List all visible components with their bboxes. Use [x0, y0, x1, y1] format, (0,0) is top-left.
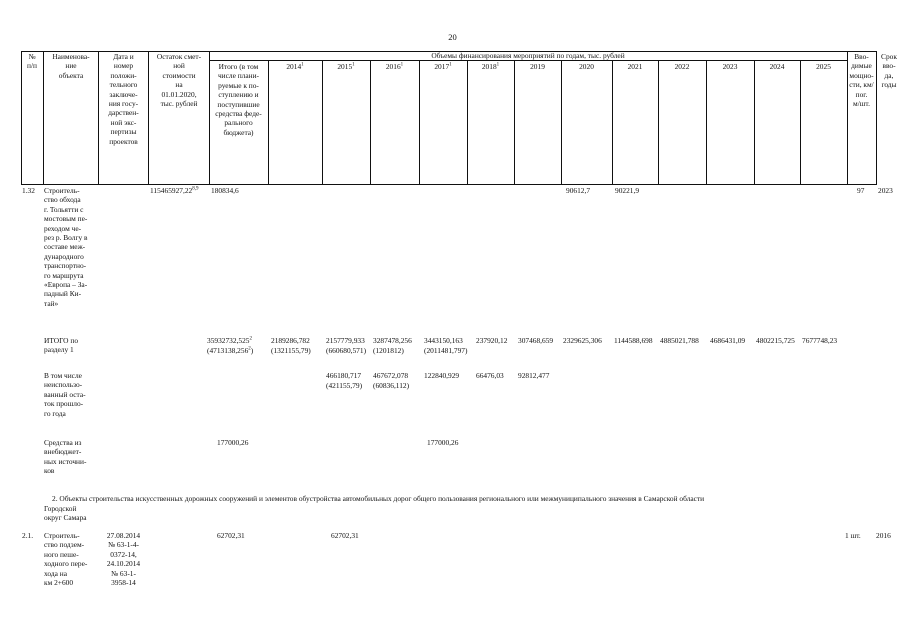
row-132-2020: 90612,7 — [566, 186, 591, 195]
page-number: 20 — [448, 32, 457, 42]
including-2017: 467672,078 — [373, 371, 409, 380]
header-year-2019: 2019 — [530, 62, 545, 71]
including-2019: 66476,03 — [476, 371, 504, 380]
header-year-2023: 2023 — [722, 62, 738, 71]
itogo-2025: 7677748,23 — [802, 336, 838, 345]
row-21-total: 62702,31 — [217, 531, 245, 540]
itogo-2021: 1144588,698 — [614, 336, 653, 345]
header-term: Срок вво- да, годы — [881, 52, 897, 90]
including-2016-federal: (421155,79) — [326, 381, 363, 390]
header-total: Итого (в том числе плани- руемые к по- ступлению и поступившие средства феде- рального бюджета) — [215, 62, 262, 137]
row-132-capacity: 97 — [857, 186, 865, 195]
itogo-2017: 3443150,163 — [424, 336, 463, 345]
itogo-2014-federal: (1321155,79) — [271, 346, 311, 355]
row-132-balance: 115465927,22$^{8,9}$ — [150, 186, 199, 195]
header-year-2015: 2015$^1$ — [337, 62, 355, 71]
header-year-2024: 2024 — [769, 62, 785, 71]
header-year-2022: 2022 — [674, 62, 690, 71]
row-21-expertise: 27.08.2014 № 63-1-4- 0372-14, 24.10.2014 № 63-1- 3958-14 — [106, 531, 141, 588]
header-year-2018: 2018$^1$ — [481, 62, 500, 71]
header-year-2017: 2017$^1$ — [434, 62, 452, 71]
header-year-2021: 2021 — [627, 62, 643, 71]
row-21-number: 2.1. — [22, 531, 34, 540]
row-132-name: Строитель- ство обхода г. Тольятти с мостовым пе- реходом че- рез р. Волгу в составе меж- дународного транспортно- го маршрута «Европа – За- падный Ки- тай» — [44, 186, 88, 308]
header-balance: Остаток смет- ной стоимости на 01.01.2020, тыс. рублей — [156, 52, 202, 109]
extra-label: Средства из внебюджет- ных источни- ков — [44, 438, 87, 476]
itogo-2018: 237920,12 — [476, 336, 508, 345]
header-volumes-title: Объемы финансирования мероприятий по годам, тыс. рублей — [431, 51, 625, 60]
header-year-2020: 2020 — [579, 62, 594, 71]
header-year-2016: 2016$^1$ — [385, 62, 404, 71]
section-2-subtitle: Городской округ Самара — [44, 504, 87, 523]
itogo-2015-federal: (660680,571) — [326, 346, 367, 355]
itogo-total-federal: (4713138,256$^2$) — [207, 346, 254, 355]
including-label: В том числе неиспользо- ванный оста- ток прошло- го года — [44, 371, 86, 418]
itogo-2023: 4686431,09 — [710, 336, 746, 345]
header-no: № п/п — [27, 52, 37, 71]
extra-2017: 177000,26 — [427, 438, 459, 447]
including-2020: 92812,477 — [518, 371, 550, 380]
row-21-term: 2016 — [876, 531, 891, 540]
itogo-2016: 3287478,256 — [373, 336, 412, 345]
itogo-2019: 307468,659 — [518, 336, 554, 345]
header-expertise-date: Дата и номер положи- тельного заключе- ния госу- дарствен- ной экс- пертизы проектов — [108, 52, 139, 146]
itogo-2016-federal: (1201812) — [373, 346, 404, 355]
row-21-capacity: 1 шт. — [845, 531, 861, 540]
row-132-2021: 90221,9 — [615, 186, 640, 195]
itogo-2020: 2329625,306 — [563, 336, 602, 345]
itogo-2022: 4885021,788 — [660, 336, 699, 345]
header-year-2025: 2025 — [816, 62, 831, 71]
itogo-total: 35932732,525$^2$ — [207, 336, 252, 345]
itogo-2024: 4802215,725 — [756, 336, 795, 345]
row-132-term: 2023 — [878, 186, 893, 195]
header-year-2014: 2014$^1$ — [286, 62, 304, 71]
row-132-total: 180834,6 — [211, 186, 239, 195]
itogo-label: ИТОГО по разделу 1 — [44, 336, 79, 355]
itogo-2015: 2157779,933 — [326, 336, 365, 345]
including-2018: 122840,929 — [424, 371, 460, 380]
including-2016: 466180,717 — [326, 371, 362, 380]
row-21-name: Строитель- ство подзем- ного пеше- ходного пере- хода на км 2+600 — [44, 531, 88, 588]
itogo-2014: 2189286,782 — [271, 336, 310, 345]
itogo-2017-federal: (2011481,797) — [424, 346, 468, 355]
row-21-2016: 62702,31 — [331, 531, 359, 540]
header-object-name: Наименова- ние объекта — [52, 52, 90, 80]
section-2-title: 2. Объекты строительства искусственных дорожных сооружений и элементов обустройства автомобильных дорог общего пользования регионального или межмуниципального значения в Самарской области — [52, 494, 705, 503]
row-132-number: 1.32 — [22, 186, 35, 195]
including-2017-federal: (60836,112) — [373, 381, 410, 390]
header-capacity: Вво- димые мощно- сти, км/ пог. м/шт. — [849, 52, 874, 109]
extra-total: 177000,26 — [217, 438, 249, 447]
